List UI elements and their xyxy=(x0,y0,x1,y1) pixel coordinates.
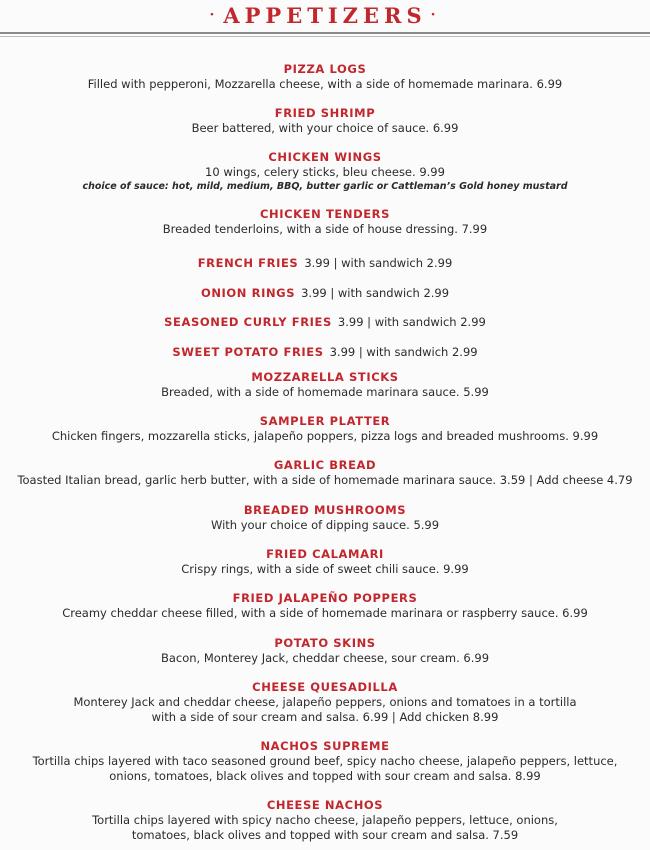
item-description: Filled with pepperoni, Mozzarella cheese, with a side of homemade marinara. 6.99 xyxy=(87,77,563,91)
title-text: APPETIZERS xyxy=(223,3,427,28)
item-description: 10 wings, celery sticks, bleu cheese. 9.99 xyxy=(205,165,445,179)
item-name: GARLIC BREAD xyxy=(273,458,377,472)
item-name: FRIED SHRIMP xyxy=(274,106,376,120)
item-description-line-1: Tortilla chips layered with spicy nacho cheese, jalapeño peppers, lettuce, onions, xyxy=(92,813,558,827)
item-description-line-1: Tortilla chips layered with taco seasoned ground beef, spicy nacho cheese, jalapeño peppers, lettuce, xyxy=(32,754,618,768)
item-description-line-2: onions, tomatoes, black olives and topped with sour cream and salsa. 8.99 xyxy=(109,769,541,783)
item-name: NACHOS SUPREME xyxy=(260,739,390,753)
menu-item-fried-jalapeno-poppers xyxy=(0,591,650,621)
item-name: CHICKEN TENDERS xyxy=(259,207,391,221)
menu-item-nachos-supreme xyxy=(0,739,650,784)
item-name: SWEET POTATO FRIES xyxy=(172,345,324,359)
item-name: ONION RINGS xyxy=(200,286,296,300)
item-name: PIZZA LOGS xyxy=(283,62,367,76)
menu-item-seasoned-curly-fries xyxy=(0,311,650,330)
item-name: CHICKEN WINGS xyxy=(268,150,382,164)
menu-item-pizza-logs xyxy=(0,62,650,92)
menu-item-cheese-nachos xyxy=(0,798,650,843)
title-dot-right: · xyxy=(430,7,441,23)
item-description: 3.99 | with sandwich 2.99 xyxy=(304,256,453,270)
header-rule-thin xyxy=(0,36,650,37)
item-description: Chicken fingers, mozzarella sticks, jalapeño poppers, pizza logs and breaded mushrooms. 9.99 xyxy=(51,429,599,443)
item-description: 3.99 | with sandwich 2.99 xyxy=(337,315,486,329)
menu-item-sampler-platter xyxy=(0,414,650,444)
menu-item-garlic-bread xyxy=(0,458,650,488)
item-description-line-1: Monterey Jack and cheddar cheese, jalapeño peppers, onions and tomatoes in a tortilla xyxy=(73,695,577,709)
item-description: 3.99 | with sandwich 2.99 xyxy=(329,345,478,359)
item-name: CHEESE QUESADILLA xyxy=(252,680,398,694)
menu-item-cheese-quesadilla xyxy=(0,680,650,725)
item-description: Breaded, with a side of homemade marinara sauce. 5.99 xyxy=(161,385,489,399)
item-name: BREADED MUSHROOMS xyxy=(243,503,407,517)
item-name: FRIED CALAMARI xyxy=(266,547,384,561)
item-description: Creamy cheddar cheese filled, with a side of homemade marinara or raspberry sauce. 6.99 xyxy=(62,606,588,620)
item-name: CHEESE NACHOS xyxy=(266,798,384,812)
header-rule xyxy=(0,32,650,34)
item-name: SEASONED CURLY FRIES xyxy=(164,315,332,329)
item-description: Bacon, Monterey Jack, cheddar cheese, sour cream. 6.99 xyxy=(160,651,490,665)
menu-item-french-fries xyxy=(0,252,650,271)
menu-item-onion-rings xyxy=(0,282,650,301)
item-description: Toasted Italian bread, garlic herb butter, with a side of homemade marinara sauce. 3.59 | Add cheese 4.79 xyxy=(17,473,633,487)
item-description: Crispy rings, with a side of sweet chili sauce. 9.99 xyxy=(181,562,469,576)
menu-item-fried-shrimp xyxy=(0,106,650,136)
item-description: 3.99 | with sandwich 2.99 xyxy=(301,286,450,300)
title-dot-left: · xyxy=(209,7,220,23)
menu-header xyxy=(0,0,650,34)
menu-item-mozzarella-sticks xyxy=(0,370,650,400)
item-description: Breaded tenderloins, with a side of house dressing. 7.99 xyxy=(162,222,488,236)
item-name: POTATO SKINS xyxy=(274,636,376,650)
menu-item-potato-skins xyxy=(0,636,650,666)
item-name: FRENCH FRIES xyxy=(197,256,299,270)
menu-item-chicken-tenders xyxy=(0,207,650,237)
menu-item-fried-calamari xyxy=(0,547,650,577)
item-description-line-2: tomatoes, black olives and topped with sour cream and salsa. 7.59 xyxy=(131,828,519,842)
item-description: Beer battered, with your choice of sauce. 6.99 xyxy=(191,121,459,135)
menu-item-breaded-mushrooms xyxy=(0,503,650,533)
item-sauce-note: choice of sauce: hot, mild, medium, BBQ, butter garlic or Cattleman’s Gold honey mustard xyxy=(82,181,568,192)
item-description: With your choice of dipping sauce. 5.99 xyxy=(210,518,440,532)
item-name: MOZZARELLA STICKS xyxy=(251,370,399,384)
menu-item-sweet-potato-fries xyxy=(0,341,650,360)
item-name: FRIED JALAPEÑO POPPERS xyxy=(232,591,418,605)
section-title xyxy=(0,3,650,28)
item-name: SAMPLER PLATTER xyxy=(259,414,391,428)
menu-item-chicken-wings xyxy=(0,150,650,193)
item-description-line-2: with a side of sour cream and salsa. 6.99 | Add chicken 8.99 xyxy=(151,710,499,724)
